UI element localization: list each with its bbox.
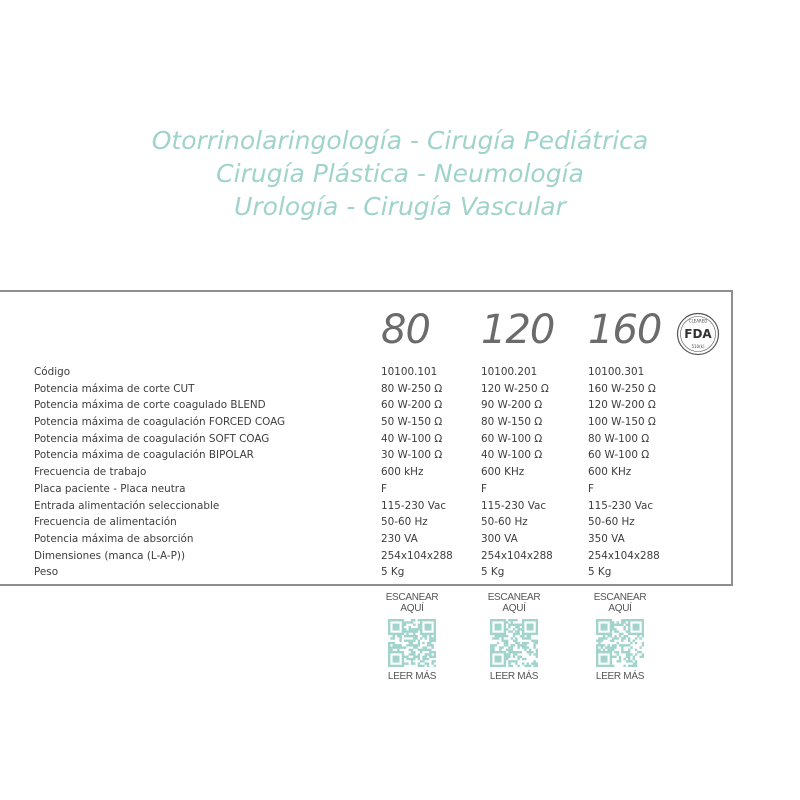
spec-row	[34, 447, 724, 464]
spec-value-120: 90 W-200 Ω	[481, 399, 543, 412]
qr-block-80[interactable]	[367, 592, 457, 682]
spec-row	[34, 498, 724, 515]
spec-row	[34, 564, 724, 581]
spec-value-80: 600 kHz	[381, 466, 424, 479]
spec-label: Potencia máxima de coagulación BIPOLAR	[34, 449, 254, 462]
spec-row	[34, 531, 724, 548]
spec-value-80: 30 W-100 Ω	[381, 449, 443, 462]
spec-row	[34, 514, 724, 531]
spec-label: Dimensiones (manca (L-A-P))	[34, 549, 186, 562]
spec-value-160: 254x104x288	[588, 549, 660, 562]
spec-value-120: 50-60 Hz	[481, 516, 528, 529]
spec-label: Potencia máxima de absorción	[34, 532, 194, 545]
fda-badge-main-text: FDA	[684, 327, 712, 341]
spec-value-120: 120 W-250 Ω	[481, 382, 549, 395]
spec-value-120: 40 W-100 Ω	[481, 449, 543, 462]
qr-code-icon[interactable]	[388, 619, 436, 667]
qr-scan-line-1: ESCANEAR	[385, 592, 439, 603]
spec-label: Placa paciente - Placa neutra	[34, 482, 186, 495]
spec-value-80: 254x104x288	[381, 549, 453, 562]
spec-value-120: 80 W-150 Ω	[481, 416, 543, 429]
model-80-title: 80	[381, 307, 430, 353]
spec-value-160: 50-60 Hz	[588, 516, 635, 529]
qr-read-more-label[interactable]: LEER MÁS	[595, 671, 645, 682]
spec-row	[34, 548, 724, 565]
fda-badge-bottom-text: 510(k)	[691, 344, 705, 349]
spec-value-160: 10100.301	[588, 366, 645, 378]
qr-scan-line-1: ESCANEAR	[487, 592, 541, 603]
spec-value-160: 100 W-150 Ω	[588, 416, 656, 429]
spec-value-80: 5 Kg	[381, 566, 405, 579]
qr-scan-label	[575, 592, 665, 614]
spec-value-120: 600 KHz	[481, 466, 525, 479]
spec-value-160: 5 Kg	[588, 566, 612, 579]
spec-row	[34, 481, 724, 498]
spec-value-160: 600 KHz	[588, 466, 632, 479]
qr-scan-line-2: AQUÍ	[400, 603, 424, 614]
qr-scan-label	[367, 592, 457, 614]
spec-value-120: 115-230 Vac	[481, 499, 547, 512]
spec-label: Frecuencia de alimentación	[34, 516, 177, 529]
specialties-line-2: Cirugía Plástica - Neumología	[216, 159, 584, 188]
qr-scan-label	[469, 592, 559, 614]
spec-label: Potencia máxima de corte coagulado BLEND	[34, 399, 266, 412]
spec-row	[34, 414, 724, 431]
spec-value-160: 80 W-100 Ω	[588, 432, 650, 445]
qr-block-160[interactable]	[575, 592, 665, 682]
fda-badge-top-text: CLEARED	[688, 318, 708, 324]
qr-scan-line-2: AQUÍ	[608, 603, 632, 614]
spec-value-80: 50 W-150 Ω	[381, 416, 443, 429]
spec-value-120: 10100.201	[481, 366, 538, 378]
spec-value-160: 115-230 Vac	[588, 499, 654, 512]
spec-value-80: 60 W-200 Ω	[381, 399, 443, 412]
model-160-title: 160	[588, 307, 662, 353]
spec-value-80: 115-230 Vac	[381, 499, 447, 512]
spec-label: Código	[34, 366, 71, 378]
qr-scan-line-1: ESCANEAR	[593, 592, 647, 603]
spec-row	[34, 381, 724, 398]
specialties-line-1: Otorrinolaringología - Cirugía Pediátrica	[151, 126, 649, 155]
spec-value-120: 60 W-100 Ω	[481, 432, 543, 445]
spec-value-80: 230 VA	[381, 532, 418, 545]
spec-value-80: 10100.101	[381, 366, 438, 378]
spec-value-160: F	[588, 482, 594, 495]
spec-label: Entrada alimentación seleccionable	[34, 499, 220, 512]
spec-label: Potencia máxima de coagulación FORCED COAG	[34, 416, 286, 429]
qr-code-icon[interactable]	[596, 619, 644, 667]
spec-rows	[34, 364, 724, 581]
spec-row	[34, 431, 724, 448]
qr-code-icon[interactable]	[490, 619, 538, 667]
spec-value-120: 300 VA	[481, 532, 518, 545]
spec-value-80: F	[381, 482, 387, 495]
spec-value-160: 120 W-200 Ω	[588, 399, 656, 412]
spec-label: Frecuencia de trabajo	[34, 466, 147, 479]
qr-scan-line-2: AQUÍ	[502, 603, 526, 614]
qr-block-120[interactable]	[469, 592, 559, 682]
spec-value-160: 60 W-100 Ω	[588, 449, 650, 462]
spec-label: Potencia máxima de corte CUT	[34, 382, 195, 395]
spec-label: Peso	[34, 566, 59, 579]
spec-value-80: 80 W-250 Ω	[381, 382, 443, 395]
spec-row	[34, 364, 724, 381]
fda-cleared-badge-icon	[676, 312, 720, 356]
qr-read-more-label[interactable]: LEER MÁS	[387, 671, 437, 682]
spec-label: Potencia máxima de coagulación SOFT COAG	[34, 432, 270, 445]
spec-row	[34, 464, 724, 481]
spec-value-120: 254x104x288	[481, 549, 553, 562]
spec-value-80: 50-60 Hz	[381, 516, 428, 529]
spec-value-80: 40 W-100 Ω	[381, 432, 443, 445]
specialties-line-3: Urología - Cirugía Vascular	[234, 192, 566, 221]
model-120-title: 120	[481, 307, 555, 353]
spec-value-120: 5 Kg	[481, 566, 505, 579]
specialties-headline	[0, 124, 800, 223]
spec-value-160: 350 VA	[588, 532, 625, 545]
spec-row	[34, 397, 724, 414]
spec-value-120: F	[481, 482, 487, 495]
qr-read-more-label[interactable]: LEER MÁS	[489, 671, 539, 682]
spec-value-160: 160 W-250 Ω	[588, 382, 656, 395]
